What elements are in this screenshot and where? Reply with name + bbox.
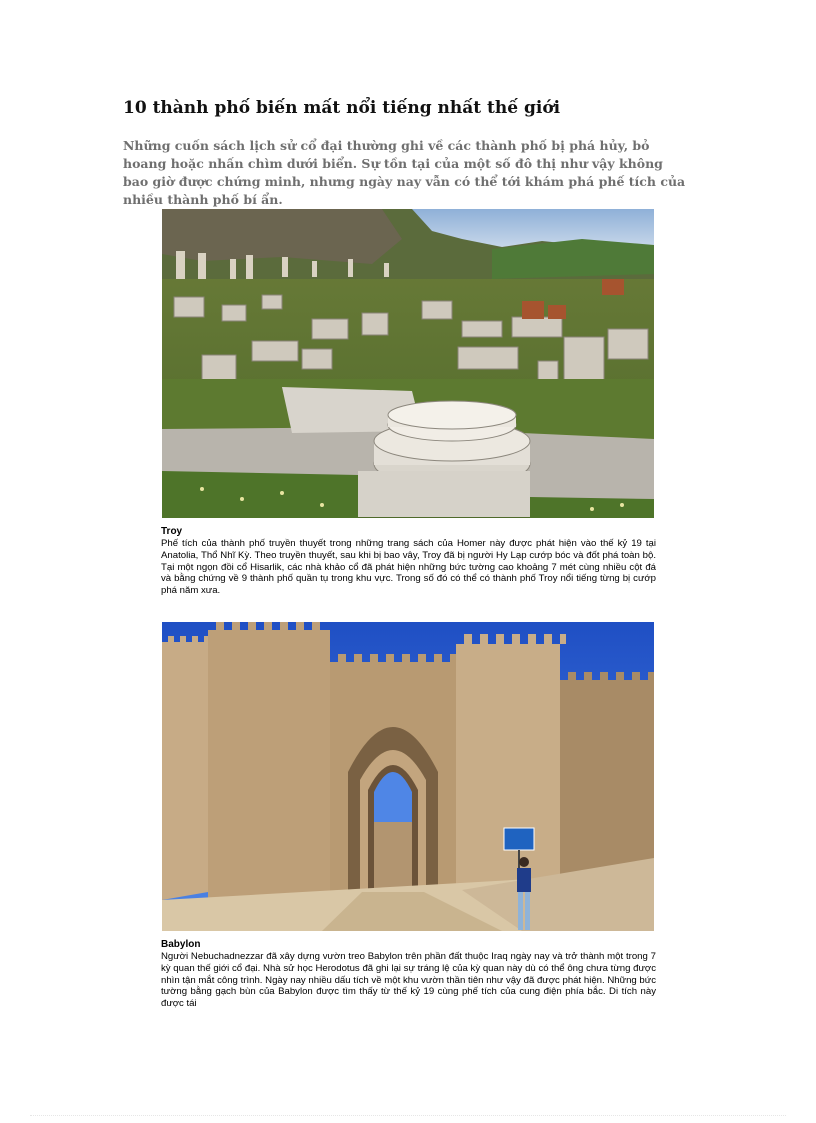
article-title: 10 thành phố biến mất nổi tiếng nhất thế giới [123,98,561,118]
section-body-babylon: Người Nebuchadnezzar đã xây dựng vườn treo Babylon trên phần đất thuộc Iraq ngày nay và trở thành một trong 7 kỳ quan thế giới cổ đại. Nhà sử học Herodotus đã ghi lại sự tráng lệ của kỳ quan này dù có thể ông chưa từng được nhìn tận mắt công trình. Ngày nay nhiều dấu tích về một khu vườn thần tiên như vậy đã được phát hiện. Những bức tường bằng gạch bùn của Babylon được tìm thấy từ thế kỷ 19 cùng phế tích của cung điện phía bắc. Di tích này được tái [161,951,656,1010]
section-heading-babylon: Babylon [161,939,201,950]
section-heading-troy: Troy [161,526,183,537]
babylon-gate-photo [162,622,654,931]
page-bottom-divider [30,1115,786,1116]
article-lead: Những cuốn sách lịch sử cổ đại thường ghi về các thành phố bị phá hủy, bỏ hoang hoặc nhấn chìm dưới biển. Sự tồn tại của một số đô thị như vậy không bao giờ được chứng minh, nhưng ngày nay vẫn có thể tới khám phá phế tích của nhiều thành phố bí ẩn. [123,138,686,207]
troy-ruins-photo [162,209,654,518]
section-body-troy: Phế tích của thành phố truyền thuyết trong những trang sách của Homer này được phát hiện vào thế kỷ 19 tại Anatolia, Thổ Nhĩ Kỳ. Theo truyền thuyết, sau khi bị bao vây, Troy đã bị người Hy Lạp cướp bóc và đốt phá toàn bộ. Tại một ngọn đồi cổ Hisarlik, các nhà khảo cổ đã phát hiện những bức tường cao khoảng 7 mét cùng nhiều cột đá và bằng chứng về 9 thành phố quần tụ trong khu vực. Trong số đó có thể có thành phố Troy nổi tiếng từng bị cướp phá năm xưa. [161,538,656,597]
